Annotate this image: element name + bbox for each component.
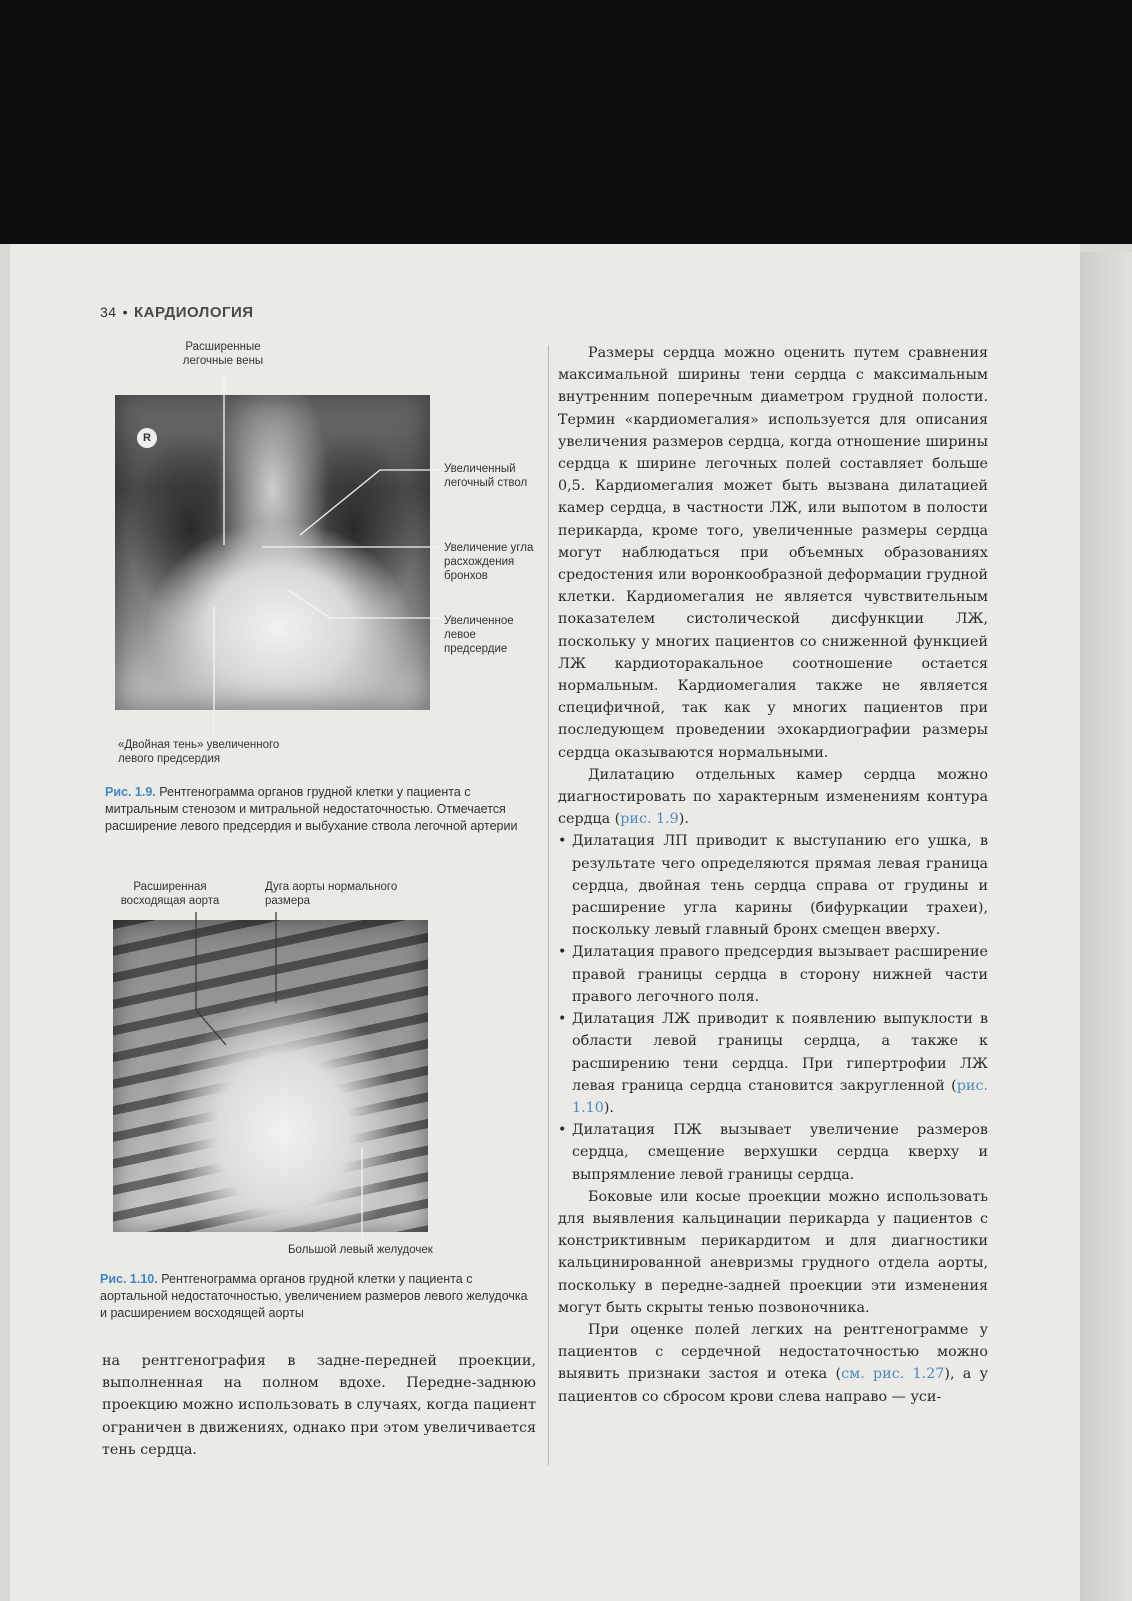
fig1-10-label-aortic-arch: Дуга аорты нормального размера [265, 881, 398, 907]
fig1-9-caption-label: Рис. 1.9. [105, 785, 156, 799]
fig1-9-caption-text: Рентгенограмма органов грудной клетки у пациента с митральным стенозом и митральной недостаточностью. Отмечается расширение левого предсердия и выбухание ствола легочной артерии [105, 785, 518, 833]
paragraph-lung-fields [558, 1319, 988, 1408]
fig1-9-label-left-atrium: Увеличенное левое предсердие [444, 615, 514, 655]
fig1-9-label-pulmonary-trunk: Увеличенный легочный ствол [444, 463, 528, 489]
link-fig-1-9[interactable]: рис. 1.9 [620, 811, 679, 828]
fig1-9-r-marker: R [137, 428, 157, 448]
bullet3-text: Дилатация ЛЖ приводит к появлению выпуклости в области левой границы сердца, а также к расширению тени сердца. При гипертрофии ЛЖ левая граница сердца становится закругленной ( [572, 1011, 988, 1094]
fig1-9-label-pulmonary-veins: Расширенные легочные вены [182, 341, 264, 367]
fig1-10-xray-image [113, 920, 428, 1232]
left-column-text [102, 1350, 536, 1461]
link-fig-1-10[interactable]: рис. 1.10 [572, 1077, 988, 1116]
list-item-lv [558, 1008, 988, 1119]
link-fig-1-27[interactable]: см. рис. 1.27 [841, 1366, 945, 1383]
fig1-9-label-bronchi-angle: Увеличение угла расхождения бронхов [444, 542, 534, 582]
fig1-9-xray-image [115, 395, 430, 710]
scan-dark-background [0, 0, 1132, 244]
p4-end: ), а у пациентов со сбросом крови слева направо — уси- [558, 1366, 989, 1405]
left-paragraph: на рентгенография в задне-передней проекции, выполненная на полном вдохе. Передне-заднюю проекцию можно использовать в случаях, когда пациент ограничен в движениях, однако при этом увеличивается тень сердца. [102, 1353, 536, 1458]
fig1-10-caption [100, 1271, 536, 1322]
header-bullet: • [122, 304, 128, 320]
list-item-la: • Дилатация ЛП приводит к выступанию его ушка, в результате чего определяются прямая левая граница сердца, двойная тень сердца справа от грудины и расширение угла карины (бифуркации трахеи), поскольку левый главный бронх смещен вверху. [558, 830, 988, 941]
p2-end: ). [678, 811, 689, 828]
paragraph-chamber-dilatation [558, 764, 988, 831]
list-item-rv: • Дилатация ПЖ вызывает увеличение размеров сердца, смещение верхушки сердца кверху и выпрямление левой границы сердца. [558, 1119, 988, 1186]
fig1-10-caption-label: Рис. 1.10. [100, 1272, 158, 1286]
p2-text: Дилатацию отдельных камер сердца можно диагностировать по характерным изменениям контура сердца ( [558, 766, 988, 828]
fig1-9-caption [105, 784, 537, 835]
bullet3-end: ). [603, 1099, 614, 1116]
column-divider [548, 345, 549, 1465]
right-column-text [558, 342, 988, 1408]
fig1-9-label-double-shadow: «Двойная тень» увеличенного левого предсердия [118, 739, 280, 765]
dilatation-list [558, 830, 988, 1185]
fig1-10-caption-text: Рентгенограмма органов грудной клетки у пациента с аортальной недостаточностью, увеличением размеров левого желудочка и расширением восходящей аорты [100, 1272, 528, 1320]
fig1-10-label-left-ventricle: Большой левый желудочек [288, 1244, 433, 1256]
paragraph-cardiomegaly: Размеры сердца можно оценить путем сравнения максимальной ширины тени сердца с максимальным внутренним поперечным диаметром грудной полости. Термин «кардиомегалия» используется для описания увеличения размеров сердца, когда отношение ширины сердца к ширине легочных полей составляет больше 0,5. Кардиомегалия может быть вызвана дилатацией камер сердца, в частности ЛЖ, или выпотом в полости перикарда, кроме того, увеличенные размеры сердца могут наблюдаться при объемных образованиях средостения или воронкообразной деформации грудной клетки. Кардиомегалия не является чувствительным показателем систолической дисфункции ЛЖ, поскольку у многих пациентов со сниженной функцией ЛЖ кардиоторакальное соотношение остается нормальным. Кардиомегалия также не является специфичной, так как у многих пациентов при последующем проведении эхокардиографии размеры сердца оказываются нормальными. [558, 345, 988, 761]
list-item-ra: • Дилатация правого предсердия вызывает расширение правой границы сердца в сторону нижней части правого легочного поля. [558, 941, 988, 1008]
paragraph-lateral-projections: Боковые или косые проекции можно использовать для выявления кальцинации перикарда у пациентов с констриктивным перикардитом и для диагностики кальцинированной аневризмы грудного отдела аорты, поскольку в передне-задней проекции эти изменения могут быть скрыты тенью позвоночника. [558, 1188, 988, 1316]
section-title: КАРДИОЛОГИЯ [133, 304, 254, 321]
p4-text: При оценке полей легких на рентгенограмме у пациентов с сердечной недостаточностью можно выявить признаки застоя и отека ( [558, 1321, 988, 1383]
running-header [100, 304, 254, 321]
page-number: 34 [100, 304, 117, 320]
fig1-10-label-ascending-aorta: Расширенная восходящая аорта [120, 881, 220, 907]
page-edge-shadow [1080, 252, 1132, 1601]
